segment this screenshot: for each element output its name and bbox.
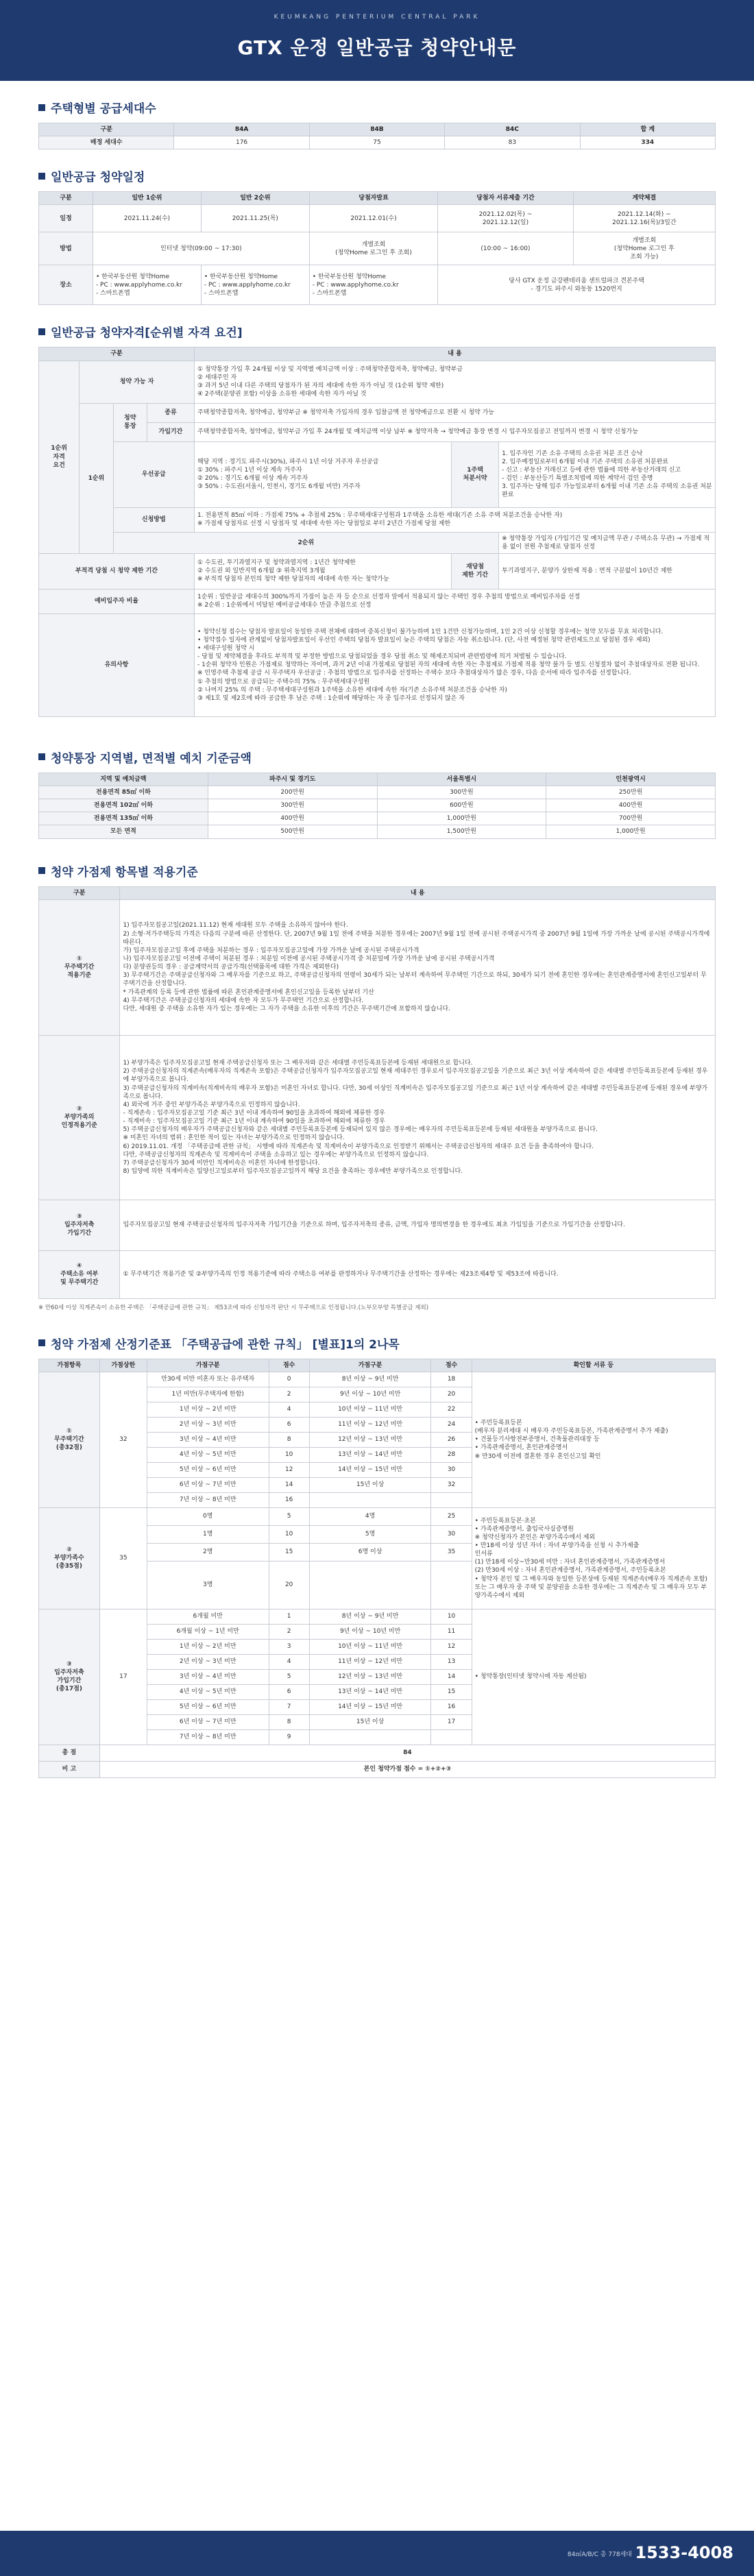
section-title: 일반공급 청약자격[순위별 자격 요건] — [38, 323, 716, 340]
scoring-criteria-section — [0, 862, 754, 1311]
table-cell: 4 — [269, 1402, 309, 1417]
table-header-row — [39, 773, 716, 786]
table-cell: 투기과열지구, 분양가 상한제 적용 : 면적 구분없이 10년간 제한 — [499, 553, 716, 589]
table-cell: 28 — [431, 1447, 472, 1462]
table-cell: 11년 이상 ~ 12년 미만 — [309, 1417, 431, 1432]
table-cell — [431, 1492, 472, 1507]
table-cell: 6년 이상 ~ 7년 미만 — [147, 1477, 269, 1492]
table-cell: 10년 이상 ~ 11년 미만 — [309, 1402, 431, 1417]
table-row — [39, 1250, 716, 1298]
table-cell: • 청약신청 접수는 당첨자 발표일이 동일한 주택 전체에 대하여 중복신청이 불가능하며 1인 1건만 신청가능하며, 1인 2건 이상 신청할 경우에는 청약 모두를 무효 처리합니다. • 청약접수 일자에 관계없이 당첨자발표일이 우선인 주택의 당첨자 발표일이 늦은 주택의 당첨은 자동 취소됩니다. (단, 사전 예정된 청약 관련제도으로 당첨된 경우 제외) • 세대구성원 청약 시 - 당첨 및 계약체결을 후라도 부적격 및 부정한 방법으로 당첨되었을 경우 당첨 취소 및 해제조치되며 관련법령에 의거 처벌될 수 있습니다. - 1순위 청약자 인원은 가점제로 청약하는 자이며, 과거 2년 이내 가점제로 당첨된 자의 세대에 속한 자는 추첨제로 가점제 적용 청약 불가 등 별도 신청절차 없이 추첨대상자로 전환 됩니다. ※ 민영주택 추첨제 공급 시 무주택자 우선공급 : 추첨의 방법으로 입주자를 선정하는 주택수 보다 추첨대상자가 많은 경우, 다음 순서에 따라 입주자를 선정합니다. ① 추첨의 방법으로 공급되는 주택수의 75% : 무주택세대구성원 ② 나머지 25% 의 주택 : 무주택세대구성원과 1주택을 소유한 세대에 속한 자(기존 소유주택 처분조건을 승낙한 자) ③ 제1호 및 제2호에 따라 공급한 후 남은 주택 : 1순위에 해당하는 자 중 입주자로 선정되지 않은 자 — [194, 613, 715, 716]
table-cell: 22 — [431, 1402, 472, 1417]
table-cell — [309, 1492, 431, 1507]
table-cell: 3년 이상 ~ 4년 미만 — [147, 1432, 269, 1447]
table-cell: ① 청약통장 가입 후 24개월 이상 및 지역별 예치금액 이상 : 주택청약종합저축, 청약예금, 청약부금 ② 세대주인 자 ③ 과거 5년 이내 다른 주택의 당첨자가 된 자의 세대에 속한 자가 아닐 것 (1순위 청약 제한) ④ 2주택(분양권 포함) 이상을 소유한 세대에 속한 자가 아닐 것 — [194, 361, 715, 403]
header-cell: 가점구분 — [147, 1359, 269, 1372]
table-row — [39, 812, 716, 825]
table-cell: 1. 입주자인 기존 소유 주택의 소유권 처분 조건 승낙 2. 입주예정일로부터 6개월 이내 기존 주택의 소유권 처분완료 - 신고 : 부동산 거래신고 등에 관한 법률에 의한 부동산거래의 신고 - 검인 : 부동산등기 특별조치법에 의한 계약서 검인 증명 3. 입주자는 당해 입주 가능일로부터 6개월 이내 기존 소유 주택의 소유권 처분 완료 — [499, 441, 716, 507]
table-cell: 주택청약종합저축, 청약예금, 청약부금 가입 후 24개월 및 예치금액 이상 납부 ※ 청약저축 → 청약예금 통장 변경 시 입주자모집공고 전일까지 변경 시 청약 신청가능 — [194, 422, 715, 441]
table-cell: 7년 이상 ~ 8년 미만 — [147, 1492, 269, 1507]
table-cell: 14 — [269, 1477, 309, 1492]
header-cell: 가점항목 — [39, 1359, 100, 1372]
table-cell: 83 — [445, 136, 580, 149]
table-cell: 15 — [431, 1684, 472, 1699]
table-cell: 25 — [431, 1507, 472, 1525]
table-cell: 15년 이상 — [309, 1477, 431, 1492]
total-cell: 334 — [580, 136, 715, 149]
square-bullet-icon — [38, 173, 45, 180]
table-cell: 9년 이상 ~ 10년 미만 — [309, 1624, 431, 1639]
table-cell: 8 — [269, 1714, 309, 1729]
score-table — [38, 1359, 716, 1778]
table-cell: 6개월 이상 ~ 1년 미만 — [147, 1624, 269, 1639]
table-cell: 2년 이상 ~ 3년 미만 — [147, 1417, 269, 1432]
header-cell: 내 용 — [120, 886, 716, 899]
table-cell: 600만원 — [377, 799, 546, 812]
table-cell: 26 — [431, 1432, 472, 1447]
table-cell: 10 — [269, 1447, 309, 1462]
table-cell: ① 수도권, 투기과열지구 및 청약과열지역 : 1년간 청약제한 ② 수도권 외 일반지역 6개월 ③ 위축지역 3개월 ※ 부적격 당첨자 본인의 청약 제한 당첨자의 세대에 속한 자는 청약가능 — [194, 553, 451, 589]
table-cell: 0명 — [147, 1507, 269, 1525]
table-cell: 8년 이상 ~ 9년 미만 — [309, 1609, 431, 1624]
table-cell: 75 — [309, 136, 444, 149]
row-label: 모든 면적 — [39, 825, 208, 838]
table-cell: 당사 GTX 운정 금강펜테리움 센트럴파크 견본주택 - 경기도 파주시 와동동 1520번지 — [438, 265, 716, 305]
table-cell: 13년 이상 ~ 14년 미만 — [309, 1684, 431, 1699]
footnote: ※ 만60세 이상 직계존속이 소유한 주택은 「주택공급에 관한 규칙」 제53조에 따라 신청자격 판단 시 무주택으로 인정됩니다.(노부모부양 특별공급 제외) — [38, 1304, 429, 1311]
table-cell: 30 — [431, 1525, 472, 1543]
table-cell — [309, 1729, 431, 1745]
header-cell: 일반 1순위 — [93, 192, 201, 205]
table-row — [39, 553, 716, 589]
table-cell: 2명 — [147, 1543, 269, 1561]
table-cell: 15년 이상 — [309, 1714, 431, 1729]
table-cell: 400만원 — [546, 799, 716, 812]
table-cell: 16 — [431, 1699, 472, 1714]
square-bullet-icon — [38, 1339, 45, 1346]
table-cell: 12 — [269, 1462, 309, 1477]
table-cell: 16 — [269, 1492, 309, 1507]
table-cell: 14 — [431, 1669, 472, 1684]
table-cell: 20 — [431, 1387, 472, 1402]
table-header-row — [39, 192, 716, 205]
table-cell: 14년 이상 ~ 15년 미만 — [309, 1699, 431, 1714]
table-cell: • 한국부동산원 청약Home - PC : www.applyhome.co.kr - 스마트폰앱 — [201, 265, 309, 305]
table-cell: 1,000만원 — [546, 825, 716, 838]
table-cell: 1,000만원 — [377, 812, 546, 825]
supply-table — [38, 123, 716, 149]
score-table-section — [0, 1335, 754, 1778]
table-cell: 14년 이상 ~ 15년 미만 — [309, 1462, 431, 1477]
header-cell: 가점구분 — [309, 1359, 431, 1372]
row-label: 청약 가능 자 — [80, 361, 195, 403]
header-cell: 84A — [174, 123, 309, 136]
table-cell: 400만원 — [208, 812, 377, 825]
row-label: ② 부양가족수 (총35점) — [39, 1507, 100, 1609]
table-cell: 2년 이상 ~ 3년 미만 — [147, 1654, 269, 1669]
table-cell: 5 — [269, 1507, 309, 1525]
table-row — [39, 1035, 716, 1200]
table-cell: 6 — [269, 1417, 309, 1432]
table-cell: 9년 이상 ~ 10년 미만 — [309, 1387, 431, 1402]
header-cell: 84C — [445, 123, 580, 136]
row-label: 1순위 — [80, 403, 113, 553]
table-cell: 7 — [269, 1699, 309, 1714]
header-cell: 인천광역시 — [546, 773, 716, 786]
table-cell: 1순위 : 일반공급 세대수의 300%까지 가점이 높은 자 등 순으로 선정자 앞에서 적용되지 않는 주택인 경우 추첨의 방법으로 예비입주자를 선정 ※ 2순위 : 1순위에서 미달된 예비공급세대수 만큼 추첨으로 선정 — [194, 589, 715, 613]
table-cell: ① 무주택기간 적용기준 및 ②부양가족의 인정 적용기준에 따라 주택소유 여부를 판정하거나 무주택기간을 산정하는 경우에는 제23조제4항 및 제53조에 따릅니다. — [120, 1250, 716, 1298]
table-cell: 9 — [269, 1729, 309, 1745]
deposit-table — [38, 773, 716, 839]
table-cell: ※ 청약통장 가입자 (가입기간 및 예치금액 무관 / 주택소유 무관) → 가점제 적용 없이 전원 추첨제로 당첨자 선정 — [499, 532, 716, 553]
table-cell: 1) 부양가족은 입주자모집공고일 현재 주택공급신청자 또는 그 배우자와 같은 세대별 주민등록표등본에 등재된 세대원으로 합니다. 2) 주택공급신청자의 직계존속(배우자의 직계존속 포함)은 주택공급신청자가 입주자모집공고일 현재 세대주인 경우로서 입주자모집공고일을 기준으로 최근 3년 이상 계속하여 같은 세대별 주민등록표등본에 등재된 경우에 부양가족으로 봅니다. 3) 주택공급신청자의 직계비속(직계비속의 배우자 포함)은 미혼인 자녀로 합니다. 다만, 30세 이상인 직계비속은 입주자모집공고일 기준으로 최근 1년 이상 계속하여 같은 세대별 주민등록표등본에 등재된 경우에 부양가족으로 봅니다. 4) 외국에 거주 중인 부양가족은 부양가족으로 인정하지 않습니다. - 직계존속 : 입주자모집공고일 기준 최근 3년 이내 계속하여 90일을 초과하여 해외에 체류한 경우 - 직계비속 : 입주자모집공고일 기준 최근 1년 이내 계속하여 90일을 초과하여 해외에 체류한 경우 5) 주택공급신청자의 배우자가 주택공급신청자와 같은 세대별 주민등록표등본에 등재되어 있지 않은 경우에는 배우자의 주민등록표등본에 등재된 세대원을 부양가족으로 봅니다. ※ 미혼인 자녀의 범위 : 혼인한 적이 있는 자녀는 부양가족으로 인정하지 않습니다. 6) 2019.11.01. 개정 「주택공급에 관한 규칙」 시행에 따라 직계존속 및 직계비속이 부양가족으로 인정받기 위해서는 주택공급신청자의 세대주 요건 등을 충족하여야 합니다. 다만, 주택공급신청자의 직계존속 및 직계비속이 주택을 소유하고 있는 경우에는 부양가족으로 인정하지 않습니다. 7) 주택공급신청자가 30세 미만인 직계비속은 미혼인 자녀에 한정합니다. 8) 입양에 의한 직계비속은 입양신고일로부터 입주자모집공고일까지 해당 요건을 충족하는 경우에만 부양가족으로 인정합니다. — [120, 1035, 716, 1200]
row-label: 우선공급 — [113, 441, 194, 507]
table-cell: 300만원 — [208, 799, 377, 812]
table-cell: 주택청약종합저축, 청약예금, 청약부금 ※ 청약저축 가입자의 경우 입찰금액 전 청약예금으로 전환 시 청약 가능 — [194, 403, 715, 422]
supply-section — [0, 99, 754, 149]
table-cell: 5년 이상 ~ 6년 미만 — [147, 1462, 269, 1477]
table-cell: 1년 이상 ~ 2년 미만 — [147, 1639, 269, 1654]
header-banner — [0, 0, 754, 81]
schedule-section — [0, 167, 754, 305]
row-label: ① 무주택기간 적용기준 — [39, 899, 120, 1035]
table-cell: 35 — [431, 1543, 472, 1561]
table-cell: 200만원 — [208, 786, 377, 799]
table-cell: 5명 — [309, 1525, 431, 1543]
header-cell: 서울특별시 — [377, 773, 546, 786]
table-row — [39, 441, 716, 507]
section-title: 청약통장 지역별, 면적별 예치 기준금액 — [38, 749, 716, 766]
footer-bar — [0, 2531, 754, 2576]
square-bullet-icon — [38, 753, 45, 760]
table-header-row — [39, 123, 716, 136]
row-label: 장소 — [39, 265, 93, 305]
phone-number: 1533-4008 — [635, 2543, 733, 2562]
table-cell: 1명 — [147, 1525, 269, 1543]
table-cell: 18 — [431, 1372, 472, 1387]
table-row — [39, 1372, 716, 1387]
table-cell — [431, 1561, 472, 1609]
row-label: ③ 입주자저축 가입기간 — [39, 1200, 120, 1250]
table-row — [39, 532, 716, 553]
max-score-cell: 17 — [99, 1609, 147, 1745]
table-header-row — [39, 1359, 716, 1372]
table-cell: 본인 청약가점 점수 = ①+②+③ — [99, 1761, 715, 1777]
header-cell: 점수 — [269, 1359, 309, 1372]
header-cell: 가점상한 — [99, 1359, 147, 1372]
row-label: 전용면적 102㎡ 이하 — [39, 799, 208, 812]
row-label: 배정 세대수 — [39, 136, 174, 149]
row-label: 2순위 — [113, 532, 499, 553]
table-row — [39, 403, 716, 422]
section-title: 일반공급 청약일정 — [38, 167, 716, 184]
row-label: 재당첨 제한 기간 — [452, 553, 499, 589]
table-row — [39, 205, 716, 232]
section-title: 주택형별 공급세대수 — [38, 99, 716, 116]
table-row — [39, 1200, 716, 1250]
table-cell: 4명 — [309, 1507, 431, 1525]
table-cell: 176 — [174, 136, 309, 149]
header-cell: 확인할 서류 등 — [472, 1359, 715, 1372]
row-label: ③ 입주자저축 가입기간 (총17점) — [39, 1609, 100, 1745]
table-cell: 8 — [269, 1432, 309, 1447]
table-cell — [431, 1729, 472, 1745]
table-cell: 2021.12.01(수) — [309, 205, 438, 232]
table-cell: 만30세 미만 미혼자 또는 유주택자 — [147, 1372, 269, 1387]
table-cell: 5 — [269, 1669, 309, 1684]
table-cell: 12년 이상 ~ 13년 미만 — [309, 1432, 431, 1447]
table-cell: 1 — [269, 1609, 309, 1624]
row-label: 종류 — [147, 403, 194, 422]
table-cell: 10년 이상 ~ 11년 미만 — [309, 1639, 431, 1654]
table-cell: 10 — [431, 1609, 472, 1624]
row-label: 일정 — [39, 205, 93, 232]
table-row — [39, 1761, 716, 1777]
table-cell: 개별조회 (청약Home 로그인 후 조회 가능) — [573, 232, 715, 265]
header-cell: 구분 — [39, 886, 120, 899]
schedule-table — [38, 191, 716, 305]
square-bullet-icon — [38, 867, 45, 874]
table-cell: 6명 이상 — [309, 1543, 431, 1561]
table-cell: 6년 이상 ~ 7년 미만 — [147, 1714, 269, 1729]
header-cell: 당첨자발표 — [309, 192, 438, 205]
table-cell: 11년 이상 ~ 12년 미만 — [309, 1654, 431, 1669]
table-cell: 20 — [269, 1561, 309, 1609]
header-cell: 당첨자 서류제출 기간 — [438, 192, 573, 205]
header-cell: 점수 — [431, 1359, 472, 1372]
table-cell: 32 — [431, 1477, 472, 1492]
row-label: 1주택 처분서약 — [452, 441, 499, 507]
table-cell: 30 — [431, 1462, 472, 1477]
header-cell: 84B — [309, 123, 444, 136]
table-row — [39, 507, 716, 532]
table-cell: 5년 이상 ~ 6년 미만 — [147, 1699, 269, 1714]
table-cell: 250만원 — [546, 786, 716, 799]
table-cell: 11 — [431, 1624, 472, 1639]
header-cell: 계약체결 — [573, 192, 715, 205]
section-title: 청약 가점제 산정기준표 「주택공급에 관한 규칙」 [별표]1의 2나목 — [38, 1335, 716, 1352]
row-label: 가입기간 — [147, 422, 194, 441]
qualification-section — [0, 323, 754, 716]
table-cell: 2021.11.25(목) — [201, 205, 309, 232]
table-header-row — [39, 348, 716, 361]
table-cell: 3 — [269, 1639, 309, 1654]
table-header-row — [39, 886, 716, 899]
row-label: ① 무주택기간 (총32점) — [39, 1372, 100, 1507]
square-bullet-icon — [38, 104, 45, 111]
header-cell: 파주시 및 경기도 — [208, 773, 377, 786]
table-cell: • 한국부동산원 청약Home - PC : www.applyhome.co.kr - 스마트폰앱 — [93, 265, 201, 305]
table-cell: 13년 이상 ~ 14년 미만 — [309, 1447, 431, 1462]
table-cell: • 한국부동산원 청약Home - PC : www.applyhome.co.kr - 스마트폰앱 — [309, 265, 438, 305]
table-row — [39, 361, 716, 403]
table-row — [39, 825, 716, 838]
table-row — [39, 1609, 716, 1624]
table-cell: 84 — [99, 1745, 715, 1761]
table-cell: 1년 미만(무주택자에 한함) — [147, 1387, 269, 1402]
table-row — [39, 1507, 716, 1525]
table-cell: 4년 이상 ~ 5년 미만 — [147, 1447, 269, 1462]
table-cell: 8년 이상 ~ 9년 미만 — [309, 1372, 431, 1387]
documents-cell: • 주민등록표등본 (배우자 분리세대 시 배우자 주민등록표등본, 가족관계증명서 추가 제출) • 건물등기사항전부증명서, 건축물관리대장 등 • 가족관계증명서, 혼인관계증명서 ※ 만30세 이전에 결혼한 경우 혼인신고일 확인 — [472, 1372, 715, 1507]
table-cell: 2021.12.02(목) ~ 2021.12.12(일) — [438, 205, 573, 232]
header-cell: 구분 — [39, 192, 93, 205]
row-label: 전용면적 135㎡ 이하 — [39, 812, 208, 825]
row-label: 부적격 당첨 시 청약 제한 기간 — [39, 553, 195, 589]
table-cell: 17 — [431, 1714, 472, 1729]
table-row — [39, 786, 716, 799]
header-cell: 지역 및 예치금액 — [39, 773, 208, 786]
table-cell: (10:00 ~ 16:00) — [438, 232, 573, 265]
table-cell: 3명 — [147, 1561, 269, 1609]
table-cell: 3년 이상 ~ 4년 미만 — [147, 1669, 269, 1684]
row-label: 신청방법 — [113, 507, 194, 532]
table-cell: 1) 입주자모집공고일(2021.11.12) 현재 세대원 모두 주택을 소유하지 않아야 한다. 2) 소형·저가주택등의 가격은 다음의 구분에 따른 산정한다. 단, 2007년 9월 1일 전에 주택을 처분한 경우에는 2007년 9월 1일 전에 공시된 주택공시가격 중 2007년 9월 1일에 가장 가까운 날에 공시된 주택공시가격에 따른다. 가) 입주자모집공고일 후에 주택을 처분하는 경우 : 입주자모집공고일에 가장 가까운 날에 공시된 주택공시가격 나) 입주자모집공고일 이전에 주택이 처분된 경우 : 처분일 이전에 공시된 주택공시가격 중 처분일에 가장 가까운 날에 공시된 주택공시가격 다) 분양권등의 경우 : 공급계약서의 공급가격(선택품목에 대한 가격은 제외한다) 3) 무주택기간은 주택공급신청자와 그 배우자를 기준으로 하고, 주택공급신청자의 연령이 30세가 되는 날부터 계속하여 무주택인 기간으로 하되, 30세가 되기 전에 혼인한 경우에는 혼인관계증명서에 혼인신고일부터 무주택기간을 산정합니다. * 가족관계의 등록 등에 관한 법률에 따른 혼인관계증명서에 혼인신고일을 등록한 날부터 기산 4) 무주택기간은 주택공급신청자의 세대에 속한 자 모두가 무주택인 기간으로 산정합니다. 다만, 세대원 중 주택을 소유한 자가 있는 경우에는 그 자가 주택을 소유한 이후의 기간은 무주택기간에 포함하지 않습니다. — [120, 899, 716, 1035]
row-label: 비 고 — [39, 1761, 100, 1777]
table-row — [39, 799, 716, 812]
row-label: ② 부양가족의 인정적용기준 — [39, 1035, 120, 1200]
table-cell: 24 — [431, 1417, 472, 1432]
table-cell: 6 — [269, 1684, 309, 1699]
table-cell: 해당 지역 : 경기도 파주시(30%), 파주시 1년 이상 거주자 우선공급 ① 30% : 파주시 1년 이상 계속 거주자 ② 20% : 경기도 6개월 이상 계속 거주자 ③ 50% : 수도권(서울시, 인천시, 경기도 6개월 미만) 거주자 — [194, 441, 451, 507]
table-row — [39, 265, 716, 305]
table-cell: 입주자모집공고일 현재 주택공급신청자의 입주자저축 가입기간을 기준으로 하며, 입주자저축의 종류, 금액, 가입자 명의변경을 한 경우에도 최초 가입일을 기준으로 가입기간을 산정합니다. — [120, 1200, 716, 1250]
table-cell: 12 — [431, 1639, 472, 1654]
max-score-cell: 32 — [99, 1372, 147, 1507]
table-row — [39, 899, 716, 1035]
table-cell: 2 — [269, 1387, 309, 1402]
table-cell: 2 — [269, 1624, 309, 1639]
row-label: 예비입주자 비율 — [39, 589, 195, 613]
table-cell: 인터넷 청약(09:00 ~ 17:30) — [93, 232, 309, 265]
table-cell: 6개월 미만 — [147, 1609, 269, 1624]
table-row — [39, 1745, 716, 1761]
row-label: 유의사항 — [39, 613, 195, 716]
documents-cell: • 청약통장(인터넷 청약시에 자동 계산됨) — [472, 1609, 715, 1745]
table-cell: 15 — [269, 1543, 309, 1561]
row-label: 총 점 — [39, 1745, 100, 1761]
table-cell: 12년 이상 ~ 13년 미만 — [309, 1669, 431, 1684]
header-cell: 합 계 — [580, 123, 715, 136]
table-cell: 2021.11.24(수) — [93, 205, 201, 232]
section-title: 청약 가점제 항목별 적용기준 — [38, 862, 716, 879]
row-label: 청약 통장 — [113, 403, 147, 441]
table-cell: 0 — [269, 1372, 309, 1387]
header-cell: 구분 — [39, 348, 195, 361]
deposit-section — [0, 749, 754, 839]
table-cell: 700만원 — [546, 812, 716, 825]
max-score-cell: 35 — [99, 1507, 147, 1609]
brand-name: KEUMKANG PENTERIUM CENTRAL PARK — [273, 14, 481, 21]
table-cell: 1년 이상 ~ 2년 미만 — [147, 1402, 269, 1417]
table-cell: 10 — [269, 1525, 309, 1543]
qualification-table — [38, 347, 716, 716]
table-cell: 300만원 — [377, 786, 546, 799]
table-row — [39, 589, 716, 613]
documents-cell: • 주민등록표등본·초본 • 가족관계증명서, 출입국사실증명원 ※ 청약신청자가 본인은 부양가족수에서 제외 • 만18세 이상 성년 자녀 : 자녀 부양가족을 신청 시 추가제출 인서류 (1) 만18세 이상~만30세 미만 : 자녀 혼인관계증명서, 가족관계증명서 (2) 만30세 이상 : 자녀 혼인관계증명서, 가족관계증명서, 주민등록초본 • 청약자 본인 및 그 배우자와 동일한 등본상에 등재된 직계존속(배우자 직계존속 포함) 또는 그 배우자 중 주택 및 분양권을 소유한 경우에는 그 직계존속 및 그 배우자 모두 부양가족수에서 제외 — [472, 1507, 715, 1609]
row-label: ④ 주택소유 여부 및 무주택기간 — [39, 1250, 120, 1298]
table-row — [39, 613, 716, 716]
row-label: 1순위 자격 요건 — [39, 361, 80, 553]
table-cell: 개별조회 (청약Home 로그인 후 조회) — [309, 232, 438, 265]
table-cell: 4 — [269, 1654, 309, 1669]
table-row — [39, 136, 716, 149]
row-label: 전용면적 85㎡ 이하 — [39, 786, 208, 799]
header-cell: 내 용 — [194, 348, 715, 361]
table-cell: 2021.12.14(화) ~ 2021.12.16(목)/3일간 — [573, 205, 715, 232]
header-cell: 구분 — [39, 123, 174, 136]
table-cell — [309, 1561, 431, 1609]
table-row — [39, 232, 716, 265]
table-cell: 500만원 — [208, 825, 377, 838]
table-cell: 1. 전용면적 85㎡ 이하 : 가점제 75% + 추첨제 25% : 무주택세대구성원과 1주택을 소유한 세대(기존 소유 주택 처분조건을 승낙한 자) ※ 가점제 당첨자로 선정 시 당첨자 및 세대에 속한 자는 당첨일로 부터 2년간 가점제 당첨 제한 — [194, 507, 715, 532]
table-cell: 7년 이상 ~ 8년 미만 — [147, 1729, 269, 1745]
square-bullet-icon — [38, 328, 45, 335]
scoring-criteria-table — [38, 886, 716, 1299]
row-label: 방법 — [39, 232, 93, 265]
table-cell: 13 — [431, 1654, 472, 1669]
table-cell: 4년 이상 ~ 5년 미만 — [147, 1684, 269, 1699]
unit-count-label: 84㎡A/B/C 총 778세대 — [567, 2551, 632, 2558]
header-cell: 일반 2순위 — [201, 192, 309, 205]
table-cell: 1,500만원 — [377, 825, 546, 838]
page-title: GTX 운정 일반공급 청약안내문 — [237, 36, 517, 59]
